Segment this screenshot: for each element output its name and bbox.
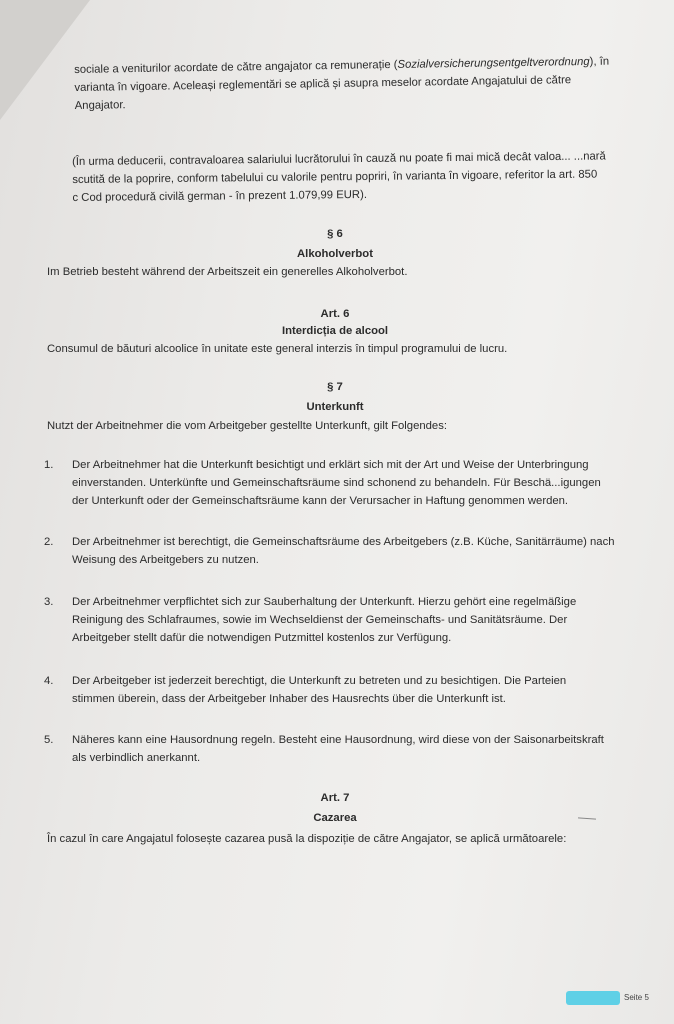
list-item: 3. Der Arbeitnehmer verpflichtet sich zur Sauberhaltung der Unterkunft. Hierzu gehört eine regelmäßige Reinigung des Schlafraumes, sowie im Wechseldienst der Gemeinschafts- und Sanitätsräume. Der Arbeitgeber stellt dafür die notwendigen Putzmittel kostenlos zur Verfügung. (44, 593, 616, 649)
list-item: 2. Der Arbeitnehmer ist berechtigt, die Gemeinschaftsräume des Arbeitgebers (z.B. Küche, Sanitärräume) nach Weisung des Arbeitgebers zu nutzen. (44, 533, 616, 571)
art-6-text: Consumul de băuturi alcoolice în unitate este general interzis în timpul programului de lucru. (47, 343, 508, 355)
section-7-title: Unterkunft (306, 401, 364, 413)
section-6-title: Alkoholverbot (297, 248, 373, 260)
continuation-line-3: Angajator. (74, 99, 126, 112)
deduction-paragraph (72, 147, 633, 207)
list-item-number: 5. (44, 734, 54, 746)
deduction-line-3: c Cod procedură civilă german - în prezent 1.079,99 EUR). (72, 188, 368, 204)
section-6-number: § 6 (327, 228, 343, 240)
list-item-number: 3. (44, 596, 54, 608)
list-item: 5. Näheres kann eine Hausordnung regeln. Besteht eine Hausordnung, wird diese von der Saisonarbeitskraft als verbindlich anerkannt. (44, 731, 616, 769)
deduction-line-1: (În urma deducerii, contravaloarea salariului lucrătorului în cauză nu poate fi mai mică decât valoa... ...nară (72, 150, 606, 168)
continuation-line-1: sociale a veniturilor acordate de către angajator ca remunerație (Sozialversicherungsentgeltverordnung), în (74, 55, 610, 76)
list-item: 1. Der Arbeitnehmer hat die Unterkunft besichtigt und erklärt sich mit der Art und Weise der Unterbringung einverstanden. Unterkünfte und Gemeinschaftsräume sind schonend zu behandeln. Für Beschä...igungen der Unterkunft oder der Gemeinschaftsräume kann der Verursacher in Haftung genommen werden. (44, 456, 616, 512)
list-item-number: 2. (44, 536, 54, 548)
pen-mark (578, 817, 596, 819)
art-7-number: Art. 7 (320, 792, 350, 804)
continuation-paragraph (74, 53, 615, 115)
section-7-number: § 7 (327, 381, 343, 393)
deduction-line-2: scutită de la poprire, conform tabelului cu valorile pentru popriri, în varianta în vigoare, referitor la art. 850 (72, 168, 598, 186)
section-7-intro: Nutzt der Arbeitnehmer die vom Arbeitgeber gestellte Unterkunft, gilt Folgendes: (47, 420, 447, 432)
art-6-title: Interdicția de alcool (281, 325, 389, 337)
section-6-text: Im Betrieb besteht während der Arbeitszeit ein generelles Alkoholverbot. (47, 266, 408, 278)
page-number: Seite 5 (624, 993, 649, 1002)
continuation-line-2: varianta în vigoare. Aceleași reglementări se aplică și asupra meselor acordate Angajatului de către (74, 74, 572, 94)
redaction-mark (566, 991, 620, 1005)
list-item-number: 4. (44, 675, 54, 687)
art-7-intro: În cazul în care Angajatul folosește cazarea pusă la dispoziție de către Angajator, se aplică următoarele: (47, 833, 567, 845)
list-item-number: 1. (44, 459, 54, 471)
list-item: 4. Der Arbeitgeber ist jederzeit berechtigt, die Unterkunft zu betreten und zu besichtigen. Die Parteien stimmen überein, dass der Arbeitgeber Inhaber des Hausrechts über die Unterkunft ist. (44, 672, 616, 710)
art-6-number: Art. 6 (320, 308, 350, 320)
art-7-title: Cazarea (313, 812, 357, 824)
